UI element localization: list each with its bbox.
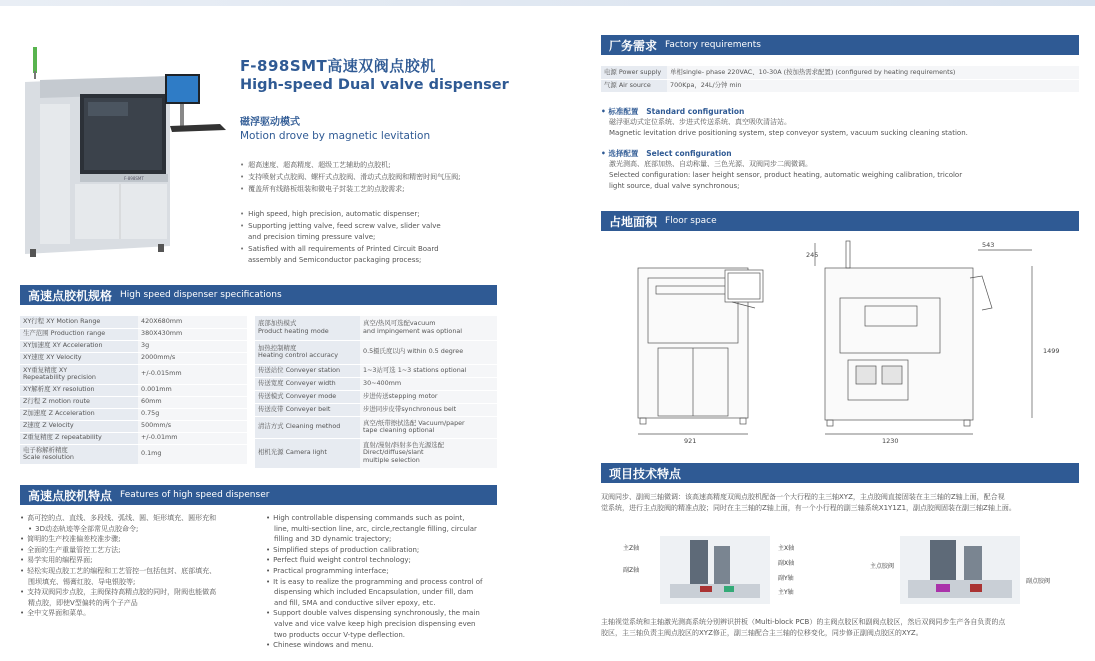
list-item: • Perfect fluid weight control technology; xyxy=(266,555,498,566)
select-config: • 选择配置 Select configuration 激光测高、底部加热、自动称量、三色光源、双阀同步二阀微调。 Selected configuration: laser height sensor, product heating, automatic weighing calibration, tricolor light source, dual valve synchronous; xyxy=(601,149,963,190)
spec-value: 0.75g xyxy=(138,408,247,420)
spec-value: +/-0.01mm xyxy=(138,432,247,444)
list-item: • 全中文界面和菜单。 xyxy=(20,608,260,619)
spec-value: 2000mm/s xyxy=(138,352,247,364)
features-header xyxy=(20,485,497,505)
list-item: • It is easy to realize the programming and process control of xyxy=(266,577,498,588)
list-item: • Chinese windows and menu. xyxy=(266,640,498,651)
label-sub-x: 副X轴 xyxy=(778,560,795,567)
table-row xyxy=(20,364,247,384)
top-strip xyxy=(0,0,1095,6)
floor-drawing xyxy=(620,238,1060,450)
table-row xyxy=(20,328,247,340)
table-row xyxy=(20,316,247,328)
table-row: 传送站位 Conveyer station 1~3站可选 1~3 stations optional xyxy=(255,364,497,377)
dim-top: 245 xyxy=(806,251,819,259)
factory-header-en: Factory requirements xyxy=(665,40,761,50)
bullet-en-1: • High speed, high precision, automatic dispenser; xyxy=(240,208,441,220)
floor-header-cn: 占地面积 xyxy=(609,214,658,229)
dual-valve-image-left xyxy=(660,536,770,604)
table-row xyxy=(20,408,247,420)
label-main-x: 主X轴 xyxy=(778,545,795,552)
label-sub-y: 副Y轴 xyxy=(778,575,794,582)
list-item: • 易学实用的编程界面; xyxy=(20,555,260,566)
table-row: 电源 Power supply 单相single- phase 220VAC、10-30A (按加热需求配置) (configured by heating requirements) xyxy=(601,66,1079,79)
machine-image xyxy=(20,44,235,259)
list-item-cont: two products occur V-type deflection. xyxy=(274,630,406,639)
list-item-cont: line, multi-section line, arc, circle,rectangle filling, circular xyxy=(274,524,477,533)
spec-key: XY加速度 XY Acceleration xyxy=(20,340,138,352)
label-sub-z: 副Z轴 xyxy=(623,567,640,574)
spec-key-en: Scale resolution xyxy=(23,453,74,461)
spec-key: Z速度 Z Velocity xyxy=(20,420,138,432)
drive-mode-en: Motion drove by magnetic levitation xyxy=(240,130,431,142)
table-row: 加热控制精度 Heating control accuracy 0.5摄氏度以内 within 0.5 degree xyxy=(255,340,497,364)
list-item: • 全面的生产重量管控工艺方法; xyxy=(20,545,260,556)
table-row xyxy=(20,340,247,352)
spec-value: +/-0.015mm xyxy=(138,364,247,384)
spec-key: Z重复精度 Z repeatability xyxy=(20,432,138,444)
signal-tower-icon xyxy=(33,47,37,73)
bullet-cn-3: • 覆盖所有线路板组装和微电子封装工艺的点胶需求; xyxy=(240,183,461,195)
spec-key: Z行程 Z motion route xyxy=(20,396,138,408)
features-header-en: Features of high speed dispenser xyxy=(120,490,270,500)
dim-side-length: 1230 xyxy=(882,437,899,445)
product-title-en: High-speed Dual valve dispenser xyxy=(240,77,509,93)
specs-table-left xyxy=(20,316,247,465)
floor-header xyxy=(601,211,1079,231)
list-item-cont: valve and vice valve keep high precision dispensing even xyxy=(274,619,476,628)
standard-config: • 标准配置 Standard configuration 磁浮驱动式定位系统、步进式传送系统、真空吸吹清洁站。 Magnetic levitation drive positioning system, step conveyor system, vacuum sucking cleaning station. xyxy=(601,107,968,137)
specs-table-right xyxy=(255,316,497,469)
list-item-cont: 围坝填充、锡膏红胶、导电银胶等; xyxy=(28,577,136,586)
features-cn-list xyxy=(20,513,260,619)
table-row: 清洁方式 Cleaning method 真空/纸带擦拭选配 Vacuum/paper tape cleaning optional xyxy=(255,416,497,438)
tech-footer: 主轴视觉系统和主轴激光测高系统分别辨识拼板（Multi-block PCB）的主阀点胶区和副阀点胶区，然后双阀同步生产各自负责的点 胶区，主三轴负责主阀点胶区的XYZ修正，副三轴配合主三轴的位移变化，同步修正副阀点胶区的XYZ。 xyxy=(601,618,1006,637)
list-item: • Simplified steps of production calibration; xyxy=(266,545,498,556)
dim-height: 1499 xyxy=(1043,347,1060,355)
list-item-cont: filling and 3D dynamic trajectory; xyxy=(274,535,392,544)
table-row xyxy=(20,384,247,396)
bullet-cn-1: • 超高速度、超高精度、超级工艺辅助的点胶机; xyxy=(240,159,461,171)
machine-brand-label: F-898SMT xyxy=(124,176,144,181)
list-item: • 轻松实现点胶工艺的编程和工艺管控一包括包封、底部填充、 xyxy=(20,566,260,577)
table-row xyxy=(20,432,247,444)
features-en-list xyxy=(266,513,498,651)
table-row: 相机光源 Camera light 直射/漫射/斜射多色光源选配 Direct/diffuse/slant multiple selection xyxy=(255,438,497,468)
label-main-z: 主Z轴 xyxy=(623,545,640,552)
dual-valve-image-right xyxy=(900,536,1020,604)
list-item: • 支持双阀同步点胶，主阀保持高精点胶的同时，附阀也能做高 xyxy=(20,587,260,598)
table-row xyxy=(20,444,247,464)
bullet-en-2b: and precision timing pressure valve; xyxy=(248,233,376,241)
product-bullets-en xyxy=(240,208,441,266)
table-row xyxy=(20,420,247,432)
factory-table xyxy=(601,66,1079,93)
list-item: • 高可控的点、直线、多段线、弧线、圆、矩形填充、圆形充和 xyxy=(20,513,260,524)
label-main-y: 主Y轴 xyxy=(778,589,794,596)
table-row: 传送皮带 Conveyer belt 步进同步皮带synchronous belt xyxy=(255,403,497,416)
bullet-en-3b: assembly and Semiconductor packaging process; xyxy=(248,256,422,264)
list-item: • Practical programming interface; xyxy=(266,566,498,577)
tech-header-cn: 项目技术特点 xyxy=(609,466,682,481)
list-item-cont: and fill, SMA and conductive silver epoxy, etc. xyxy=(274,598,436,607)
specs-header-en: High speed dispenser specifications xyxy=(120,290,282,300)
spec-value: 60mm xyxy=(138,396,247,408)
bullet-en-2: • Supporting jetting valve, feed screw valve, slider valve xyxy=(240,220,441,232)
list-item: • Support double valves dispensing synchronously, the main xyxy=(266,608,498,619)
label-sub-valve: 副点胶阀 xyxy=(1026,578,1051,585)
dim-side-width: 543 xyxy=(982,241,995,249)
spec-value: 380X430mm xyxy=(138,328,247,340)
dim-front-width: 921 xyxy=(684,437,697,445)
table-row xyxy=(20,352,247,364)
features-header-cn: 高速点胶机特点 xyxy=(28,488,113,503)
label-main-valve: 主点胶阀 xyxy=(870,563,895,570)
tech-paragraph: 双阀同步、副阀三轴微调：该高速高精度双阀点胶机配备一个大行程的主三轴XYZ，主点胶阀直接固装在主三轴的Z轴上面，配合视 觉系统，进行主点胶阀的精准点胶；同时在主三轴的Z轴上面，有一个小行程的副三轴系统X1Y1Z1，副点胶阀固装在副三轴Z轴上面。 xyxy=(601,493,1016,512)
table-row: 传送模式 Conveyer mode 步进传送stepping motor xyxy=(255,390,497,403)
table-row: 气源 Air source 700Kpa，24L/分钟 min xyxy=(601,79,1079,92)
specs-header xyxy=(20,285,497,305)
bullet-cn-2: • 支持喷射式点胶阀、螺杆式点胶阀、滑动式点胶阀和精密时间气压阀; xyxy=(240,171,461,183)
list-item-cont: • 3D动态轨迹等全部常见点胶命令; xyxy=(20,524,260,535)
spec-key: 电子称解析精度 xyxy=(23,445,68,454)
tech-header xyxy=(601,463,1079,483)
spec-value: 0.1mg xyxy=(138,444,247,464)
table-row xyxy=(20,396,247,408)
spec-key: XY速度 XY Velocity xyxy=(20,352,138,364)
list-item: • High controllable dispensing commands such as point, xyxy=(266,513,498,524)
table-row: 底部加热模式 Product heating mode 真空/热风可选配vacuum and impingement was optional xyxy=(255,316,497,340)
spec-key: XY解析度 XY resolution xyxy=(20,384,138,396)
spec-value: 500mm/s xyxy=(138,420,247,432)
table-row: 传送宽度 Conveyer width 30~400mm xyxy=(255,377,497,390)
spec-value: 420X680mm xyxy=(138,316,247,328)
spec-key: XY行程 XY Motion Range xyxy=(20,316,138,328)
specs-header-cn: 高速点胶机规格 xyxy=(28,288,113,303)
bullet-en-3: • Satisfied with all requirements of Printed Circuit Board xyxy=(240,243,441,255)
spec-key-en: Repeatability precision xyxy=(23,373,96,381)
spec-key: 生产范围 Production range xyxy=(20,328,138,340)
floor-header-en: Floor space xyxy=(665,216,717,226)
drive-mode-cn: 磁浮驱动模式 xyxy=(240,117,300,128)
factory-header-cn: 厂务需求 xyxy=(609,38,658,53)
list-item: • 简明的生产校准偏差校准步骤; xyxy=(20,534,260,545)
spec-key: Z加速度 Z Acceleration xyxy=(20,408,138,420)
list-item-cont: dispensing which included Encapsulation, under fill, dam xyxy=(274,588,474,597)
factory-header xyxy=(601,35,1079,55)
spec-value: 3g xyxy=(138,340,247,352)
product-title-cn: F-898SMT高速双阀点胶机 xyxy=(240,57,436,75)
product-bullets-cn xyxy=(240,159,461,195)
spec-value: 0.001mm xyxy=(138,384,247,396)
spec-key: XY重复精度 XY xyxy=(23,365,68,374)
list-item-cont: 精点胶，即使V型偏转的两个子产品 xyxy=(28,598,138,607)
